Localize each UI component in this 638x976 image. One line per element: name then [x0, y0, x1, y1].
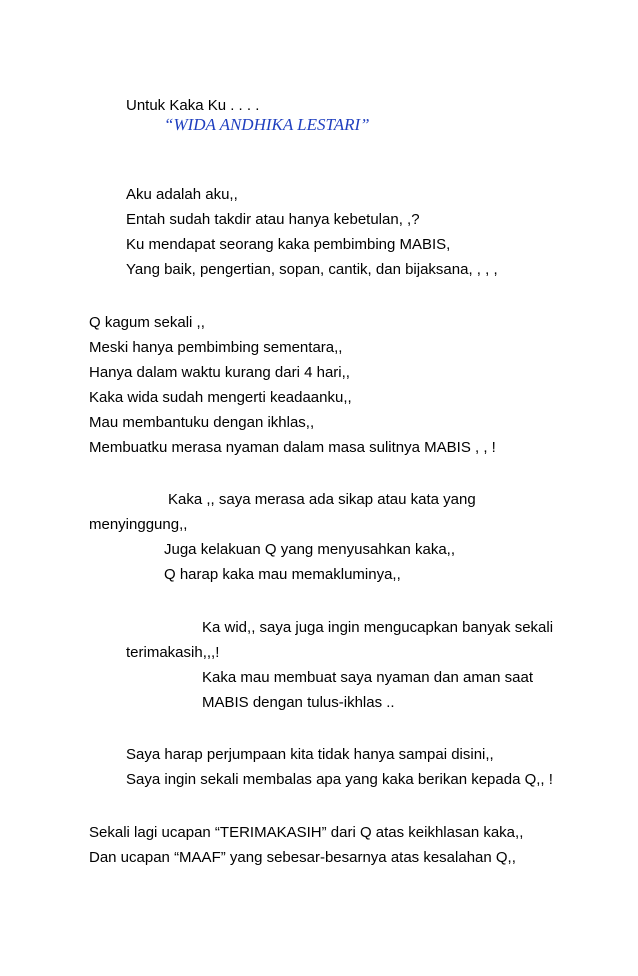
poem-line: MABIS dengan tulus-ikhlas .. [202, 694, 395, 711]
poem-line: Q kagum sekali ,, [89, 314, 205, 331]
poem-line: Hanya dalam waktu kurang dari 4 hari,, [89, 364, 350, 381]
poem-line: Juga kelakuan Q yang menyusahkan kaka,, [164, 541, 456, 558]
poem-line: Sekali lagi ucapan “TERIMAKASIH” dari Q atas keikhlasan kaka,, [89, 824, 524, 841]
poem-line: Kaka mau membuat saya nyaman dan aman saat [202, 669, 534, 686]
poem-line: Entah sudah takdir atau hanya kebetulan, ,? [126, 211, 420, 228]
poem-line: Saya harap perjumpaan kita tidak hanya sampai disini,, [126, 746, 494, 763]
poem-line: Ka wid,, saya juga ingin mengucapkan banyak sekali [202, 619, 554, 636]
greeting-line: Untuk Kaka Ku . . . . [126, 97, 260, 114]
poem-line: Meski hanya pembimbing sementara,, [89, 339, 343, 356]
recipient-name: “WIDA ANDHIKA LESTARI” [164, 115, 370, 134]
poem-line: Kaka wida sudah mengerti keadaanku,, [89, 389, 352, 406]
poem-line: Yang baik, pengertian, sopan, cantik, dan bijaksana, , , , [126, 261, 498, 278]
poem-line: Saya ingin sekali membalas apa yang kaka berikan kepada Q,, ! [126, 771, 553, 788]
poem-line: Ku mendapat seorang kaka pembimbing MABIS, [126, 236, 451, 253]
poem-line: Mau membantuku dengan ikhlas,, [89, 414, 315, 431]
poem-line: Kaka ,, saya merasa ada sikap atau kata yang [168, 491, 476, 508]
poem-line: menyinggung,, [89, 516, 188, 533]
poem-line: Membuatku merasa nyaman dalam masa sulitnya MABIS , , ! [89, 439, 496, 456]
poem-line: Aku adalah aku,, [126, 186, 238, 203]
poem-line: Dan ucapan “MAAF” yang sebesar-besarnya atas kesalahan Q,, [89, 849, 516, 866]
poem-line: terimakasih,,,! [126, 644, 220, 661]
poem-line: Q harap kaka mau memakluminya,, [164, 566, 401, 583]
